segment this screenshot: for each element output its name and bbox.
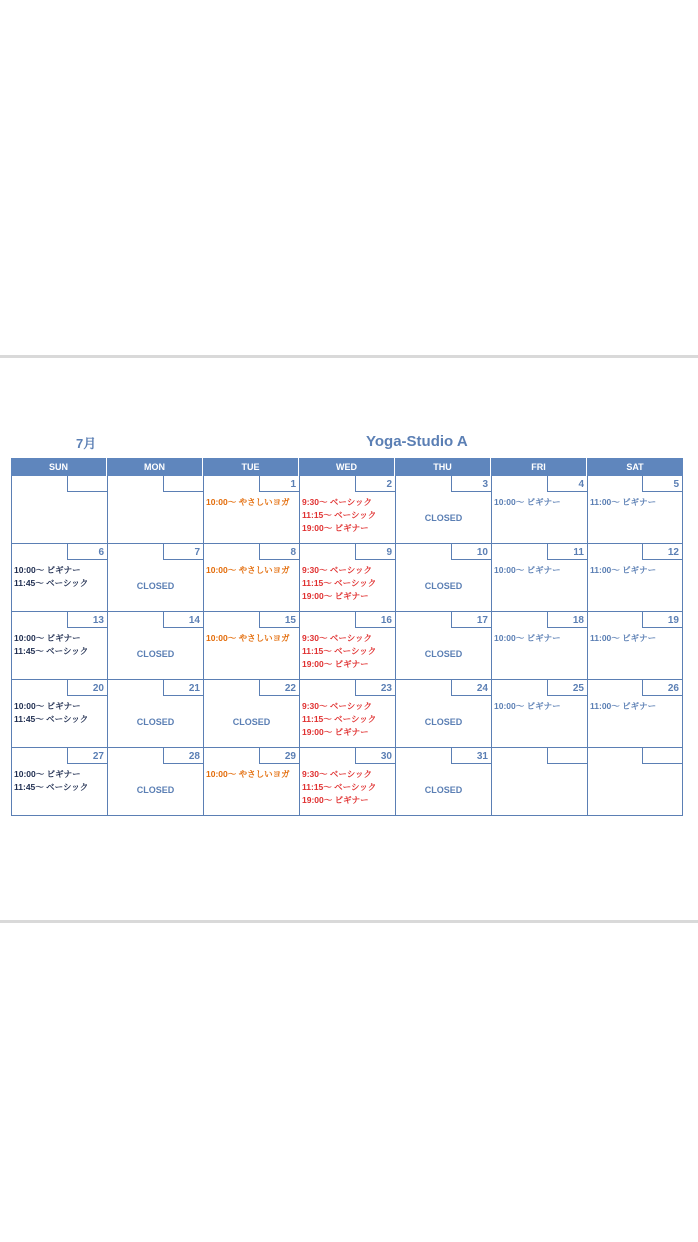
day-cell (491, 612, 587, 680)
day-number: 23 (355, 680, 395, 696)
class-list (14, 632, 88, 658)
weekday-header (11, 458, 683, 476)
day-number: 7 (163, 544, 203, 560)
class-entry: 19:00～ ビギナー (302, 591, 369, 601)
closed-label: CLOSED (424, 581, 463, 591)
class-entry: 10:00～ ビギナー (14, 769, 81, 779)
day-cell (395, 680, 491, 748)
class-entry: 11:15～ ベーシック (302, 714, 377, 724)
class-entry: 11:45～ ベーシック (14, 714, 89, 724)
day-number: 13 (67, 612, 107, 628)
day-cell (107, 476, 203, 544)
day-number: 20 (67, 680, 107, 696)
day-number: 19 (642, 612, 682, 628)
class-entry: 9:30～ ベーシック (302, 701, 373, 711)
day-number: 16 (355, 612, 395, 628)
class-entry: 19:00～ ビギナー (302, 795, 369, 805)
class-list (494, 496, 561, 509)
weekday-fri: FRI (491, 458, 587, 476)
day-cell (107, 748, 203, 816)
closed-label: CLOSED (232, 717, 271, 727)
studio-title: Yoga-Studio A (366, 433, 468, 450)
day-cell (491, 748, 587, 816)
day-number (642, 748, 682, 764)
weekday-thu: THU (395, 458, 491, 476)
day-cell (587, 612, 683, 680)
class-list (206, 768, 290, 781)
closed-label: CLOSED (136, 785, 175, 795)
day-number: 30 (355, 748, 395, 764)
day-cell (587, 544, 683, 612)
day-number: 1 (259, 476, 299, 492)
day-cell (299, 476, 395, 544)
day-cell (203, 680, 299, 748)
class-entry: 10:00～ ビギナー (494, 701, 561, 711)
class-entry: 9:30～ ベーシック (302, 497, 373, 507)
day-cell (203, 544, 299, 612)
closed-label: CLOSED (136, 717, 175, 727)
class-list (590, 564, 656, 577)
class-entry: 11:45～ ベーシック (14, 578, 89, 588)
class-entry: 11:45～ ベーシック (14, 782, 89, 792)
calendar (11, 458, 683, 816)
day-cell (299, 612, 395, 680)
day-cell (107, 544, 203, 612)
class-entry: 10:00～ やさしいヨガ (206, 497, 290, 507)
bottom-divider (0, 920, 698, 923)
day-number: 12 (642, 544, 682, 560)
class-entry: 11:00～ ビギナー (590, 565, 657, 575)
day-number: 28 (163, 748, 203, 764)
class-entry: 11:15～ ベーシック (302, 646, 377, 656)
day-number: 4 (547, 476, 587, 492)
day-cell (587, 476, 683, 544)
day-cell (299, 544, 395, 612)
day-cell (491, 476, 587, 544)
day-number (547, 748, 587, 764)
calendar-week (11, 544, 683, 612)
day-cell (395, 612, 491, 680)
day-number: 18 (547, 612, 587, 628)
class-entry: 19:00～ ビギナー (302, 727, 369, 737)
class-list (494, 632, 561, 645)
day-cell (107, 612, 203, 680)
class-list (590, 496, 656, 509)
class-list (14, 564, 88, 590)
day-cell (203, 612, 299, 680)
weekday-wed: WED (299, 458, 395, 476)
day-cell (395, 476, 491, 544)
class-entry: 9:30～ ベーシック (302, 633, 373, 643)
weekday-tue: TUE (203, 458, 299, 476)
day-cell (107, 680, 203, 748)
day-cell (11, 680, 107, 748)
day-cell (587, 680, 683, 748)
day-number: 21 (163, 680, 203, 696)
day-number: 2 (355, 476, 395, 492)
weekday-sun: SUN (11, 458, 107, 476)
class-entry: 19:00～ ビギナー (302, 523, 369, 533)
day-number: 10 (451, 544, 491, 560)
day-number (163, 476, 203, 492)
day-number: 31 (451, 748, 491, 764)
class-list (302, 700, 376, 739)
calendar-grid (11, 476, 683, 816)
class-list (590, 700, 656, 713)
day-number: 8 (259, 544, 299, 560)
class-entry: 10:00～ やさしいヨガ (206, 565, 290, 575)
class-entry: 11:15～ ベーシック (302, 782, 377, 792)
class-list (14, 700, 88, 726)
class-entry: 9:30～ ベーシック (302, 769, 373, 779)
class-list (206, 632, 290, 645)
closed-label: CLOSED (424, 513, 463, 523)
class-list (14, 768, 88, 794)
day-cell (11, 544, 107, 612)
day-cell (491, 544, 587, 612)
class-entry: 10:00～ やさしいヨガ (206, 633, 290, 643)
class-entry: 11:00～ ビギナー (590, 497, 657, 507)
class-entry: 11:15～ ベーシック (302, 510, 377, 520)
class-list (206, 496, 290, 509)
weekday-mon: MON (107, 458, 203, 476)
class-list (302, 768, 376, 807)
day-cell (395, 748, 491, 816)
day-number: 11 (547, 544, 587, 560)
day-cell (587, 748, 683, 816)
class-entry: 9:30～ ベーシック (302, 565, 373, 575)
class-entry: 11:15～ ベーシック (302, 578, 377, 588)
day-number: 9 (355, 544, 395, 560)
day-number: 22 (259, 680, 299, 696)
day-number: 14 (163, 612, 203, 628)
top-divider (0, 355, 698, 358)
class-list (302, 496, 376, 535)
day-cell (203, 748, 299, 816)
class-list (206, 564, 290, 577)
calendar-week (11, 612, 683, 680)
day-cell (203, 476, 299, 544)
class-entry: 19:00～ ビギナー (302, 659, 369, 669)
class-list (590, 632, 656, 645)
day-number: 27 (67, 748, 107, 764)
class-entry: 10:00～ ビギナー (14, 701, 81, 711)
day-number: 24 (451, 680, 491, 696)
day-number: 5 (642, 476, 682, 492)
class-entry: 10:00～ やさしいヨガ (206, 769, 290, 779)
day-number: 29 (259, 748, 299, 764)
day-cell (299, 680, 395, 748)
day-number: 6 (67, 544, 107, 560)
month-title: 7月 (76, 436, 97, 451)
class-list (494, 700, 561, 713)
class-entry: 10:00～ ビギナー (494, 633, 561, 643)
closed-label: CLOSED (136, 649, 175, 659)
calendar-week (11, 748, 683, 816)
closed-label: CLOSED (424, 649, 463, 659)
weekday-sat: SAT (626, 462, 644, 472)
class-entry: 10:00～ ビギナー (494, 565, 561, 575)
closed-label: CLOSED (424, 717, 463, 727)
closed-label: CLOSED (136, 581, 175, 591)
class-entry: 11:45～ ベーシック (14, 646, 89, 656)
day-number: 15 (259, 612, 299, 628)
class-list (494, 564, 561, 577)
day-number: 25 (547, 680, 587, 696)
day-cell (491, 680, 587, 748)
class-list (302, 632, 376, 671)
day-cell (299, 748, 395, 816)
class-entry: 11:00～ ビギナー (590, 701, 657, 711)
day-number: 17 (451, 612, 491, 628)
class-entry: 10:00～ ビギナー (494, 497, 561, 507)
day-number: 26 (642, 680, 682, 696)
day-number: 3 (451, 476, 491, 492)
day-cell (11, 612, 107, 680)
day-cell (11, 476, 107, 544)
calendar-week (11, 476, 683, 544)
day-number (67, 476, 107, 492)
class-entry: 11:00～ ビギナー (590, 633, 657, 643)
class-entry: 10:00～ ビギナー (14, 565, 81, 575)
calendar-week (11, 680, 683, 748)
closed-label: CLOSED (424, 785, 463, 795)
class-entry: 10:00～ ビギナー (14, 633, 81, 643)
day-cell (11, 748, 107, 816)
class-list (302, 564, 376, 603)
day-cell (395, 544, 491, 612)
